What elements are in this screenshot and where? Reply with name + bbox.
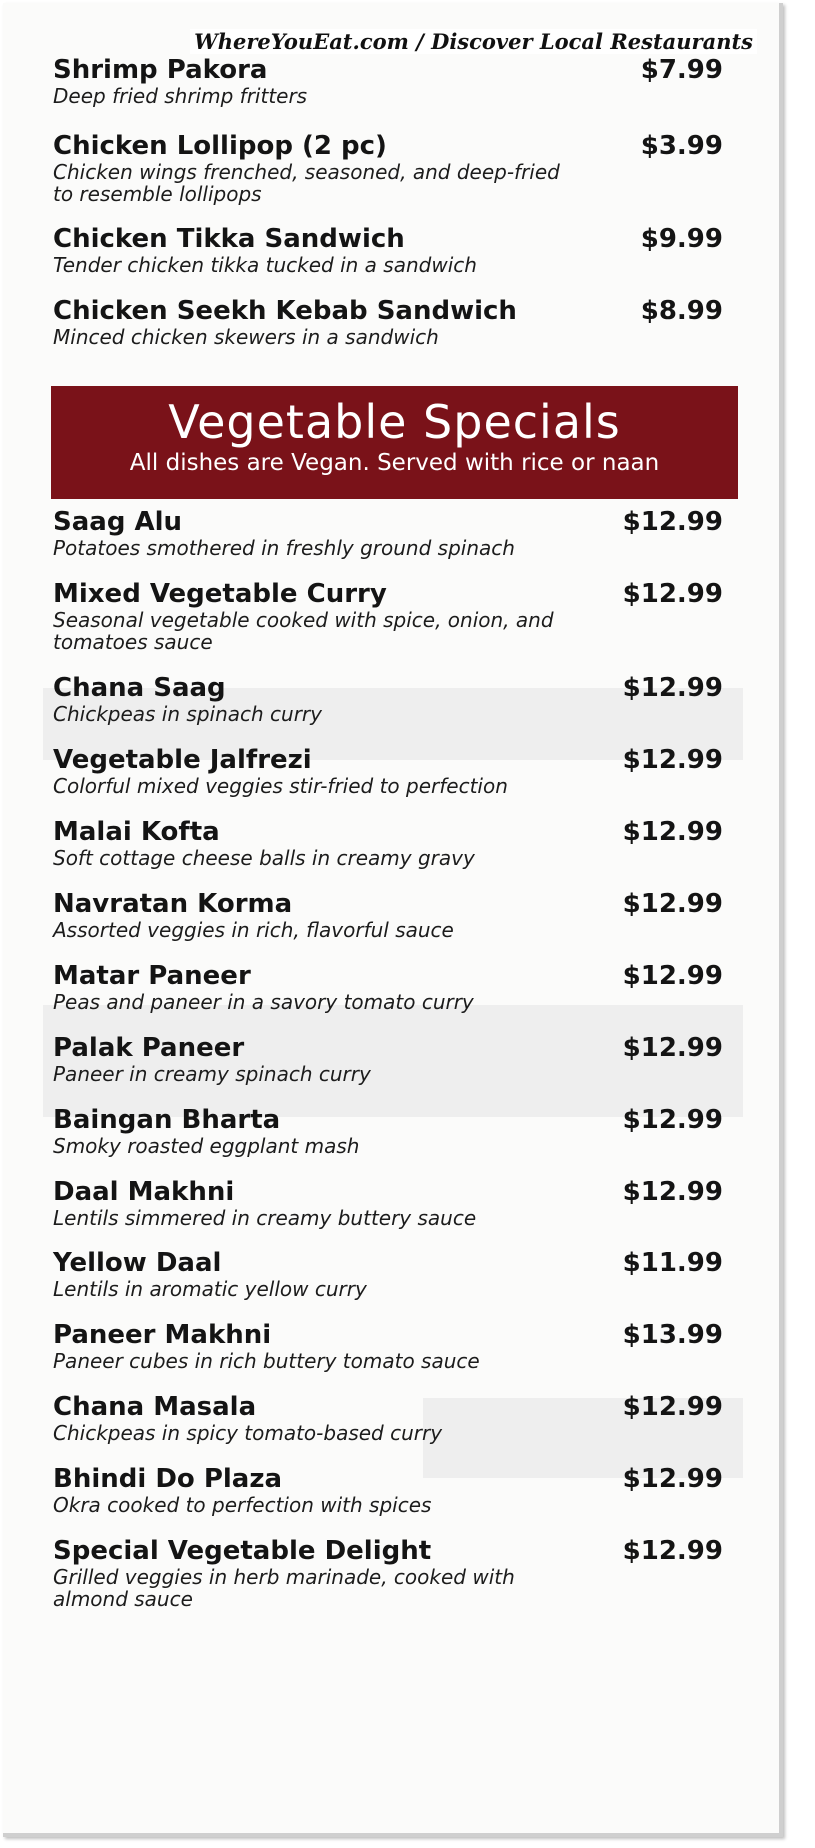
item-name: Baingan Bharta — [53, 1105, 281, 1135]
menu-item — [53, 1536, 723, 1610]
item-price: $12.99 — [622, 1105, 723, 1135]
item-name: Special Vegetable Delight — [53, 1536, 432, 1566]
item-price: $12.99 — [622, 1536, 723, 1566]
menu-item — [53, 1105, 723, 1157]
menu-item — [53, 1033, 723, 1085]
menu-item — [53, 1464, 723, 1516]
item-name: Matar Paneer — [53, 961, 251, 991]
menu-item — [53, 817, 723, 869]
item-price: $12.99 — [622, 579, 723, 609]
menu-item — [53, 673, 723, 725]
item-description: Paneer cubes in rich buttery tomato sauce — [53, 1349, 480, 1373]
item-price: $12.99 — [622, 1033, 723, 1063]
menu-item — [53, 224, 723, 276]
item-description: Seasonal vegetable cooked with spice, onion, and tomatoes sauce — [53, 608, 554, 654]
item-description: Chickpeas in spicy tomato-based curry — [53, 1421, 443, 1445]
section-title: Vegetable Specials — [168, 395, 621, 449]
item-description: Deep fried shrimp fritters — [53, 84, 308, 108]
item-description: Chickpeas in spinach curry — [53, 702, 322, 726]
item-name: Malai Kofta — [53, 817, 220, 847]
item-name: Chana Masala — [53, 1392, 257, 1422]
item-name: Saag Alu — [53, 507, 183, 537]
menu-item — [53, 296, 723, 348]
item-name: Chicken Tikka Sandwich — [53, 224, 405, 254]
item-description: Minced chicken skewers in a sandwich — [53, 325, 439, 349]
item-description: Colorful mixed veggies stir-fried to perfection — [53, 774, 508, 798]
item-description: Chicken wings frenched, seasoned, and deep-fried to resemble lollipops — [53, 160, 560, 206]
item-price: $3.99 — [640, 131, 723, 161]
item-description: Tender chicken tikka tucked in a sandwich — [53, 253, 477, 277]
item-name: Chicken Seekh Kebab Sandwich — [53, 296, 517, 326]
item-description: Okra cooked to perfection with spices — [53, 1493, 432, 1517]
item-name: Mixed Vegetable Curry — [53, 579, 387, 609]
item-name: Navratan Korma — [53, 889, 293, 919]
item-price: $12.99 — [622, 889, 723, 919]
item-price: $12.99 — [622, 1177, 723, 1207]
item-name: Paneer Makhni — [53, 1320, 272, 1350]
item-price: $11.99 — [622, 1248, 723, 1278]
item-price: $12.99 — [622, 817, 723, 847]
item-price: $12.99 — [622, 1464, 723, 1494]
item-description: Peas and paneer in a savory tomato curry — [53, 990, 474, 1014]
menu-item — [53, 1248, 723, 1300]
item-price: $12.99 — [622, 507, 723, 537]
section-banner — [51, 386, 738, 499]
item-name: Bhindi Do Plaza — [53, 1464, 283, 1494]
item-name: Vegetable Jalfrezi — [53, 745, 312, 775]
menu-item — [53, 889, 723, 941]
item-price: $12.99 — [622, 673, 723, 703]
item-price: $12.99 — [622, 745, 723, 775]
menu-item — [53, 579, 723, 653]
menu-item — [53, 507, 723, 559]
item-description: Assorted veggies in rich, flavorful sauce — [53, 918, 454, 942]
item-name: Daal Makhni — [53, 1177, 235, 1207]
menu-item — [53, 55, 723, 107]
watermark: WhereYouEat.com / Discover Local Restaurants — [190, 29, 757, 54]
item-name: Palak Paneer — [53, 1033, 245, 1063]
item-price: $8.99 — [640, 296, 723, 326]
menu-item — [53, 131, 723, 205]
item-name: Chicken Lollipop (2 pc) — [53, 131, 387, 161]
item-price: $12.99 — [622, 961, 723, 991]
menu-page — [3, 3, 783, 1837]
item-name: Shrimp Pakora — [53, 55, 268, 85]
item-price: $7.99 — [640, 55, 723, 85]
item-name: Chana Saag — [53, 673, 226, 703]
section-subtitle: All dishes are Vegan. Served with rice or naan — [129, 450, 660, 476]
item-name: Yellow Daal — [53, 1248, 222, 1278]
item-description: Lentils simmered in creamy buttery sauce — [53, 1206, 477, 1230]
item-description: Smoky roasted eggplant mash — [53, 1134, 360, 1158]
item-price: $9.99 — [640, 224, 723, 254]
item-price: $12.99 — [622, 1392, 723, 1422]
item-description: Potatoes smothered in freshly ground spinach — [53, 536, 515, 560]
menu-item — [53, 1392, 723, 1444]
item-description: Paneer in creamy spinach curry — [53, 1062, 371, 1086]
menu-item — [53, 1177, 723, 1229]
menu-item — [53, 745, 723, 797]
menu-item — [53, 1320, 723, 1372]
item-description: Soft cottage cheese balls in creamy gravy — [53, 846, 475, 870]
menu-item — [53, 961, 723, 1013]
item-description: Lentils in aromatic yellow curry — [53, 1277, 367, 1301]
item-description: Grilled veggies in herb marinade, cooked with almond sauce — [53, 1565, 515, 1611]
item-price: $13.99 — [622, 1320, 723, 1350]
